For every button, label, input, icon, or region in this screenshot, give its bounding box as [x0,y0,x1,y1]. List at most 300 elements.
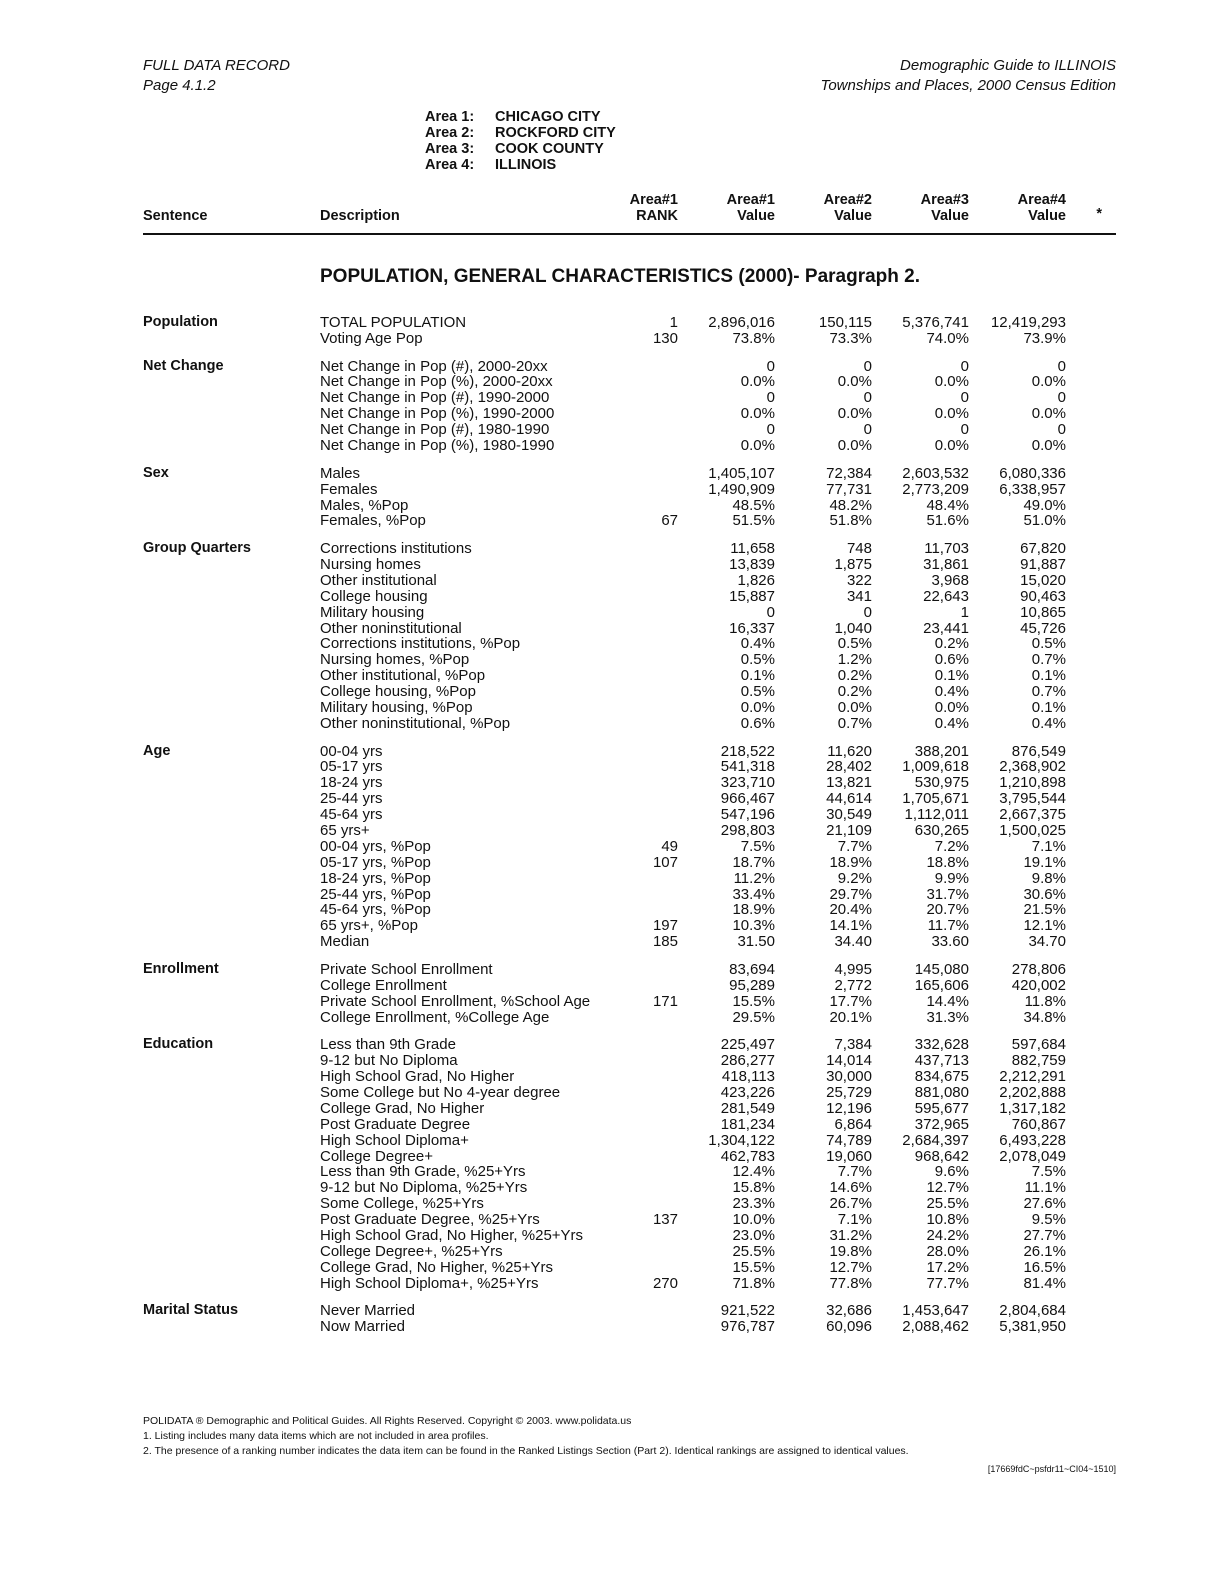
area1-value: 2,896,016 [708,314,775,331]
table-row [0,1133,1224,1149]
row-description: High School Diploma+ [320,1131,469,1149]
area2-value: 14.6% [829,1179,872,1197]
area2-value: 6,864 [834,1115,872,1133]
row-description: Net Change in Pop (%), 1980-1990 [320,437,555,455]
area-name: ILLINOIS [495,157,557,173]
area3-value: 0.0% [934,405,969,423]
area2-value: 0 [863,603,872,621]
area1-value: 921,522 [720,1302,775,1320]
area1-value: 18.7% [732,853,775,871]
area4-value: 0.0% [1031,405,1066,423]
area3-value: 165,606 [914,976,969,994]
table-row [0,791,1224,807]
table-row [0,438,1224,454]
area4-value: 81.4% [1023,1274,1066,1292]
area4-value: 2,212,291 [999,1068,1066,1086]
footnote-2: 2. The presence of a ranking number indicates the data item can be found in the Ranked Listings Section (Part 2). Identical rankings are assigned to identical values. [143,1445,909,1457]
area2-value: 11,620 [827,742,872,760]
area1-value: 95,289 [729,976,775,994]
area4-value: 0.1% [1031,667,1066,685]
table-row [0,855,1224,871]
table-row [0,1212,1224,1228]
table-row [0,668,1224,684]
area3-value: 332,628 [914,1036,969,1054]
area4-value: 0.7% [1031,651,1066,669]
area4-value: 91,887 [1020,555,1066,573]
area1-value: 15.5% [732,992,775,1010]
area4-value: 2,202,888 [999,1083,1066,1101]
area3-value: 5,376,741 [902,314,969,331]
table-row [0,652,1224,668]
area1-value: 0.0% [740,373,775,391]
row-description: 00-04 yrs [320,742,383,760]
area1-value: 15.5% [732,1258,775,1276]
area2-value: 0.5% [837,635,872,653]
area2-value: 0 [863,421,872,439]
area3-value: 2,684,397 [902,1131,969,1149]
area2-value: 34.40 [834,933,872,951]
col-area4-value: Area#4 Value [1017,192,1066,224]
area3-value: 17.2% [926,1258,969,1276]
area1-value: 18.9% [732,901,775,919]
area2-value: 51.8% [829,512,872,530]
area2-value: 1,040 [834,619,872,637]
row-description: Nursing homes, %Pop [320,651,470,669]
area1-value: 1,490,909 [708,480,775,498]
area2-value: 13,821 [826,774,872,792]
area4-value: 30.6% [1023,885,1066,903]
area3-value: 31.3% [926,1008,969,1026]
area3-value: 22,643 [923,587,969,605]
area4-value: 67,820 [1020,540,1066,558]
area3-value: 2,603,532 [902,464,969,482]
col-sentence: Sentence [143,208,208,224]
area-label: Area 2: [425,125,475,141]
table-row [0,1117,1224,1133]
area-row [425,125,616,141]
area2-value: 19,060 [826,1147,872,1165]
area4-value: 2,667,375 [999,806,1066,824]
row-description: 65 yrs+, %Pop [320,917,418,935]
area1-value: 23.0% [732,1226,775,1244]
area1-value: 286,277 [720,1052,775,1070]
row-description: Net Change in Pop (%), 1990-2000 [320,405,555,423]
table-section [0,1037,1224,1291]
header-rule [143,233,1116,235]
area4-value: 760,867 [1011,1115,1066,1133]
table-row [0,359,1224,375]
table-row [0,1319,1224,1335]
area4-value: 19.1% [1023,853,1066,871]
area-list [425,109,616,173]
col-area3-value: Area#3 Value [920,192,969,224]
section-label: Age [143,742,171,759]
area4-value: 51.0% [1023,512,1066,530]
row-description: College Degree+ [320,1147,433,1165]
area-name: ROCKFORD CITY [495,125,616,141]
row-description: College housing, %Pop [320,683,476,701]
table-row [0,1260,1224,1276]
row-description: High School Grad, No Higher [320,1068,515,1086]
table-row [0,807,1224,823]
area4-value: 0.1% [1031,698,1066,716]
area2-value: 44,614 [826,790,872,808]
area1-value: 0.0% [740,698,775,716]
area1-value: 48.5% [732,496,775,514]
row-description: Females, %Pop [320,512,426,530]
area1-value: 423,226 [720,1083,775,1101]
table-row [0,621,1224,637]
area4-value: 3,795,544 [999,790,1066,808]
area1-value: 966,467 [720,790,775,808]
table-row [0,466,1224,482]
table-row [0,823,1224,839]
area4-value: 0.0% [1031,373,1066,391]
area3-value: 0.4% [934,714,969,732]
area4-value: 2,368,902 [999,758,1066,776]
table-row [0,1149,1224,1165]
area1-value: 11,658 [730,540,775,558]
area4-value: 278,806 [1011,960,1066,978]
area2-value: 1,875 [834,555,872,573]
area1-value: 1,826 [737,571,775,589]
row-description: Less than 9th Grade [320,1036,456,1054]
table-row [0,1244,1224,1260]
table-section [0,466,1224,530]
area4-value: 12,419,293 [990,314,1066,331]
area4-value: 882,759 [1011,1052,1066,1070]
area3-value: 881,080 [914,1083,969,1101]
area1-value: 25.5% [732,1242,775,1260]
area4-value: 27.7% [1023,1226,1066,1244]
area3-value: 9.6% [934,1163,969,1181]
row-description: Corrections institutions, %Pop [320,635,521,653]
row-rank: 270 [652,1274,678,1292]
row-description: 9-12 but No Diploma [320,1052,458,1070]
row-rank: 1 [669,314,678,331]
area3-value: 48.4% [926,496,969,514]
area-row [425,141,616,157]
area4-value: 12.1% [1023,917,1066,935]
area3-value: 14.4% [926,992,969,1010]
row-description: Median [320,933,370,951]
area1-value: 0.6% [740,714,775,732]
area3-value: 10.8% [926,1211,969,1229]
row-description: 45-64 yrs [320,806,383,824]
area4-value: 0 [1057,389,1066,407]
area3-value: 77.7% [926,1274,969,1292]
row-description: Nursing homes [320,555,421,573]
row-description: 18-24 yrs [320,774,383,792]
area3-value: 12.7% [926,1179,969,1197]
area1-value: 0 [766,357,775,375]
row-description: Females [320,480,378,498]
row-description: 25-44 yrs, %Pop [320,885,431,903]
row-description: Other noninstitutional [320,619,462,637]
row-description: Males [320,464,361,482]
row-description: Private School Enrollment [320,960,493,978]
area3-value: 145,080 [914,960,969,978]
area2-value: 77.8% [829,1274,872,1292]
row-description: Some College, %25+Yrs [320,1195,484,1213]
row-description: College Grad, No Higher, %25+Yrs [320,1258,554,1276]
area2-value: 0 [863,389,872,407]
table-row [0,390,1224,406]
area1-value: 33.4% [732,885,775,903]
area4-value: 16.5% [1023,1258,1066,1276]
row-description: Military housing, %Pop [320,698,473,716]
area4-value: 2,078,049 [999,1147,1066,1165]
area4-value: 876,549 [1011,742,1066,760]
row-description: 45-64 yrs, %Pop [320,901,431,919]
row-description: 18-24 yrs, %Pop [320,869,431,887]
area4-value: 26.1% [1023,1242,1066,1260]
area4-value: 11.1% [1024,1179,1066,1197]
area4-value: 11.8% [1024,992,1066,1010]
area1-value: 0 [766,603,775,621]
area2-value: 20.4% [829,901,872,919]
area3-value: 33.60 [931,933,969,951]
area3-value: 595,677 [914,1099,969,1117]
area1-value: 10.3% [732,917,775,935]
area4-value: 6,493,228 [999,1131,1066,1149]
area1-value: 1,405,107 [708,464,775,482]
table-row [0,902,1224,918]
row-rank: 107 [652,853,678,871]
area-label: Area 1: [425,109,475,125]
row-description: High School Diploma+, %25+Yrs [320,1274,539,1292]
area3-value: 388,201 [914,742,969,760]
row-description: College Enrollment, %College Age [320,1008,550,1026]
area3-value: 372,965 [914,1115,969,1133]
area3-value: 0.2% [934,635,969,653]
area3-value: 0 [960,389,969,407]
area4-value: 0.5% [1031,635,1066,653]
table-row [0,918,1224,934]
col-description: Description [320,208,400,224]
row-description: Post Graduate Degree, %25+Yrs [320,1211,540,1229]
table-row [0,1037,1224,1053]
row-description: College Enrollment [320,976,447,994]
section-label: Population [143,314,218,330]
area4-value: 9.8% [1031,869,1066,887]
row-rank: 137 [652,1211,678,1229]
area2-value: 73.3% [829,329,872,347]
table-row [0,1053,1224,1069]
area1-value: 0.0% [740,405,775,423]
table-row [0,513,1224,529]
row-description: 65 yrs+ [320,822,370,840]
area1-value: 0 [766,389,775,407]
area2-value: 48.2% [829,496,872,514]
area1-value: 281,549 [720,1099,775,1117]
area1-value: 181,234 [720,1115,775,1133]
table-row [0,1180,1224,1196]
table-section [0,315,1224,347]
table-row [0,541,1224,557]
table-row [0,422,1224,438]
row-description: College Grad, No Higher [320,1099,485,1117]
area4-value: 1,210,898 [999,774,1066,792]
table-row [0,839,1224,855]
area3-value: 28.0% [926,1242,969,1260]
area4-value: 0.4% [1031,714,1066,732]
row-rank: 130 [652,329,678,347]
row-rank: 171 [652,992,678,1010]
area4-value: 34.8% [1023,1008,1066,1026]
col-star: * [1096,206,1102,222]
area2-value: 0.7% [837,714,872,732]
area1-value: 541,318 [720,758,775,776]
area2-value: 7.7% [837,837,872,855]
area-row [425,157,616,173]
area4-value: 21.5% [1023,901,1066,919]
area2-value: 0.0% [837,373,872,391]
table-row [0,1196,1224,1212]
row-description: Other institutional [320,571,437,589]
area2-value: 29.7% [829,885,872,903]
table-row [0,374,1224,390]
area1-value: 29.5% [732,1008,775,1026]
area2-value: 0 [863,357,872,375]
area1-value: 16,337 [729,619,775,637]
area3-value: 0.4% [934,683,969,701]
area3-value: 0 [960,421,969,439]
area1-value: 225,497 [720,1036,775,1054]
area1-value: 15.8% [732,1179,775,1197]
row-description: Males, %Pop [320,496,409,514]
guide-subtitle: Townships and Places, 2000 Census Edition [820,77,1116,94]
row-description: Never Married [320,1302,416,1320]
table-row [0,1303,1224,1319]
row-description: Voting Age Pop [320,329,423,347]
area2-value: 31.2% [829,1226,872,1244]
area3-value: 968,642 [914,1147,969,1165]
table-row [0,700,1224,716]
area3-value: 20.7% [926,901,969,919]
page-footer [143,1414,909,1459]
area4-value: 2,804,684 [999,1302,1066,1320]
area1-value: 83,694 [729,960,775,978]
area2-value: 32,686 [826,1302,872,1320]
table-row [0,1164,1224,1180]
table-row [0,716,1224,732]
table-row [0,871,1224,887]
area2-value: 18.9% [829,853,872,871]
row-description: High School Grad, No Higher, %25+Yrs [320,1226,584,1244]
table-row [0,934,1224,950]
area2-value: 25,729 [826,1083,872,1101]
row-description: Corrections institutions [320,540,472,558]
data-table [0,315,1224,1347]
section-title: POPULATION, GENERAL CHARACTERISTICS (2000)- Paragraph 2. [320,266,921,287]
area1-value: 7.5% [740,837,775,855]
area3-value: 630,265 [914,822,969,840]
area1-value: 0.5% [740,651,775,669]
area1-value: 0 [766,421,775,439]
section-label: Group Quarters [143,540,251,557]
area3-value: 0.0% [934,698,969,716]
area3-value: 2,088,462 [902,1318,969,1336]
row-description: Other institutional, %Pop [320,667,486,685]
area2-value: 17.7% [829,992,872,1010]
row-description: Other noninstitutional, %Pop [320,714,511,732]
row-rank: 49 [661,837,678,855]
area3-value: 51.6% [926,512,969,530]
area1-value: 12.4% [732,1163,775,1181]
area4-value: 0.0% [1031,437,1066,455]
area3-value: 23,441 [923,619,969,637]
area4-value: 7.1% [1031,837,1066,855]
area3-value: 0.6% [934,651,969,669]
guide-title: Demographic Guide to ILLINOIS [900,57,1116,74]
section-label: Enrollment [143,960,219,977]
area4-value: 49.0% [1023,496,1066,514]
area2-value: 0.2% [837,667,872,685]
area-label: Area 3: [425,141,475,157]
area3-value: 0.1% [934,667,969,685]
area2-value: 2,772 [834,976,872,994]
page-number: Page 4.1.2 [143,77,216,94]
table-row [0,1069,1224,1085]
row-description: 05-17 yrs, %Pop [320,853,431,871]
col-rank: Area#1 RANK [629,192,678,224]
area2-value: 9.2% [837,869,872,887]
table-row [0,482,1224,498]
row-description: Post Graduate Degree [320,1115,471,1133]
page-header-left [143,56,290,96]
table-row [0,887,1224,903]
section-label: Education [143,1036,214,1053]
row-description: 9-12 but No Diploma, %25+Yrs [320,1179,528,1197]
area2-value: 748 [846,540,872,558]
area4-value: 5,381,950 [999,1318,1066,1336]
table-row [0,1228,1224,1244]
row-description: College Degree+, %25+Yrs [320,1242,503,1260]
row-description: Net Change in Pop (%), 2000-20xx [320,373,553,391]
area3-value: 31.7% [926,885,969,903]
area3-value: 1,009,618 [902,758,969,776]
area1-value: 0.1% [740,667,775,685]
table-row [0,759,1224,775]
area4-value: 73.9% [1023,329,1066,347]
area-name: COOK COUNTY [495,141,604,157]
row-rank: 185 [652,933,678,951]
area1-value: 462,783 [720,1147,775,1165]
area2-value: 20.1% [829,1008,872,1026]
table-row [0,962,1224,978]
row-description: Military housing [320,603,425,621]
area1-value: 0.4% [740,635,775,653]
area1-value: 10.0% [732,1211,775,1229]
area2-value: 7,384 [834,1036,872,1054]
area2-value: 12.7% [829,1258,872,1276]
area4-value: 15,020 [1020,571,1066,589]
area4-value: 6,080,336 [999,464,1066,482]
area4-value: 10,865 [1020,603,1066,621]
area1-value: 323,710 [720,774,775,792]
table-row [0,589,1224,605]
area4-value: 6,338,957 [999,480,1066,498]
table-row [0,684,1224,700]
area3-value: 0 [960,357,969,375]
table-row [0,331,1224,347]
area-label: Area 4: [425,157,475,173]
area1-value: 218,522 [720,742,775,760]
section-label: Marital Status [143,1302,239,1319]
area2-value: 12,196 [826,1099,872,1117]
area3-value: 3,968 [931,571,969,589]
